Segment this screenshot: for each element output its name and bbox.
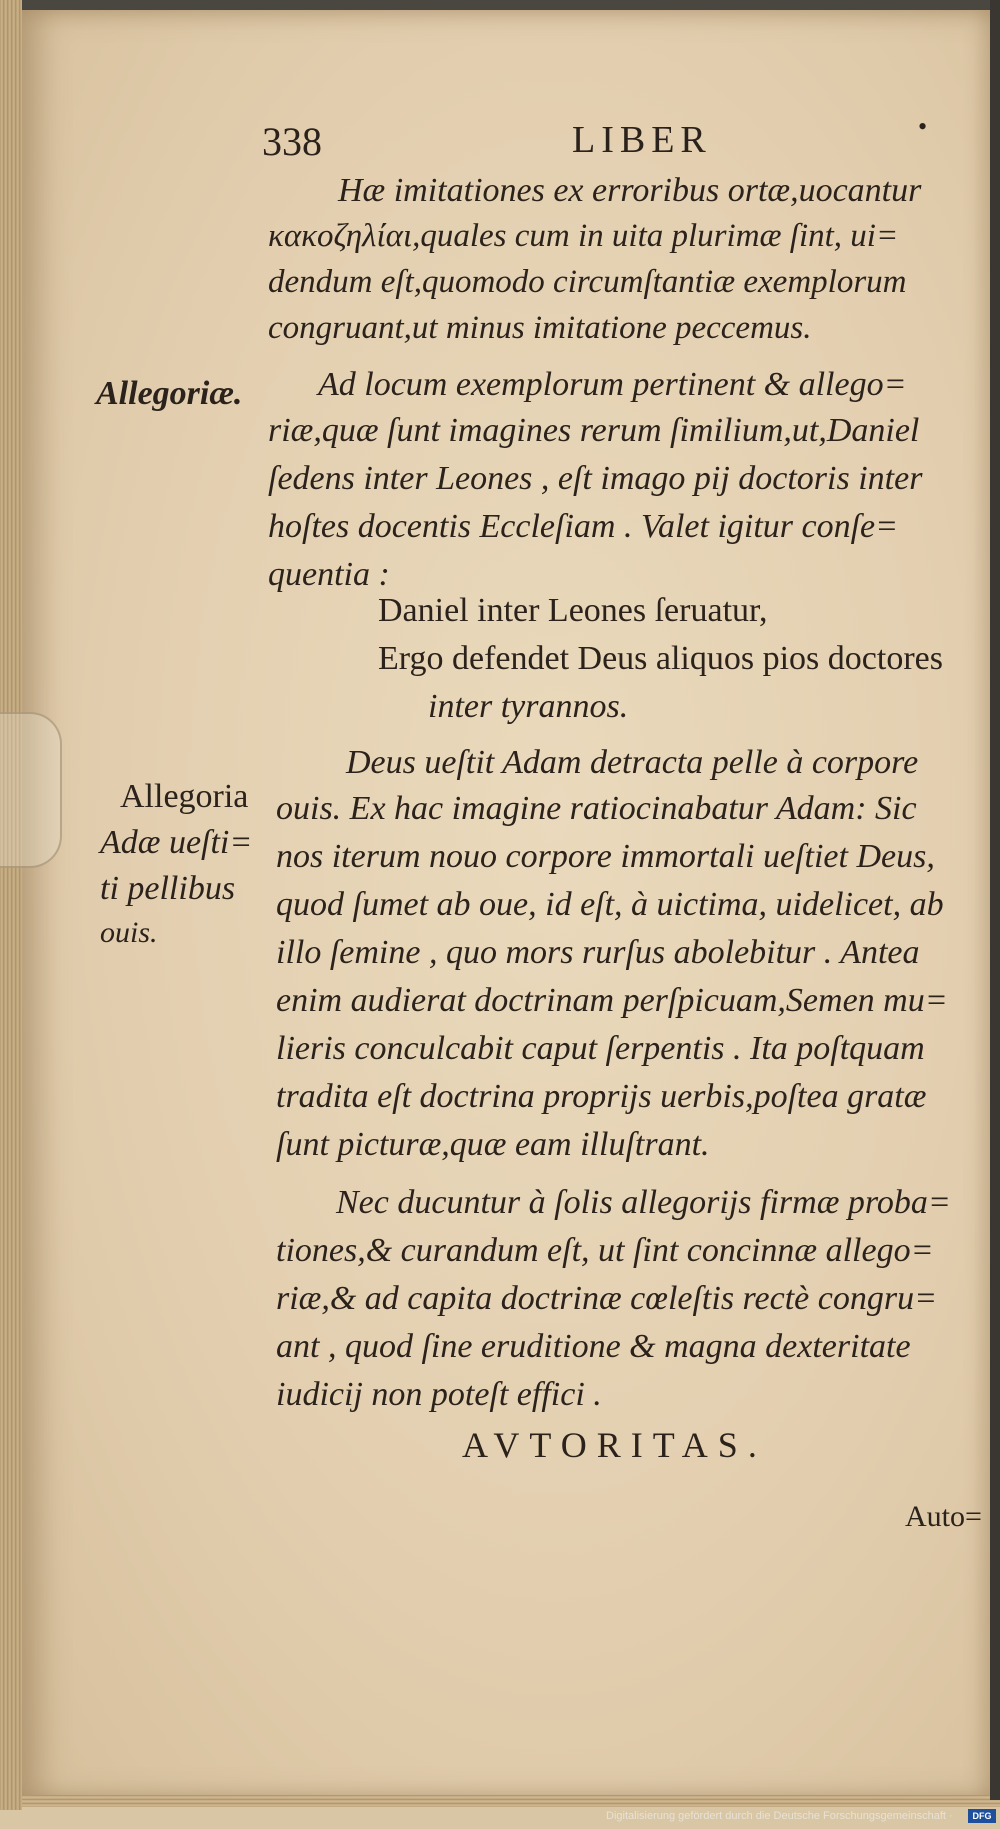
text-line: riæ,quæ ſunt imagines rerum ſimilium,ut,Daniel xyxy=(268,412,920,449)
section-heading: AVTORITAS. xyxy=(462,1425,767,1465)
text-line: dendum eſt,quomodo circumſtantiæ exemplorum xyxy=(268,264,907,300)
running-title: LIBER xyxy=(572,119,712,161)
text-line: tradita eſt doctrina proprijs uerbis,poſtea gratæ xyxy=(276,1078,927,1115)
dfg-logo xyxy=(968,1809,996,1823)
bookmark-tab xyxy=(0,712,62,868)
syllogism-line: Ergo defendet Deus aliquos pios doctores xyxy=(378,640,943,677)
text-line: ouis. Ex hac imagine ratiocinabatur Adam: Sic xyxy=(276,790,917,827)
text-line: illo ſemine , quo mors rurſus abolebitur . Antea xyxy=(276,934,920,971)
margin-note-adam-line: Allegoria xyxy=(120,778,249,815)
text-line: Hæ imitationes ex erroribus ortæ,uocantur xyxy=(338,172,922,209)
scan-frame-top xyxy=(0,0,1000,10)
text-line: enim audierat doctrinam perſpicuam,Semen mu= xyxy=(276,982,948,1019)
text-line: κακοζηλίαι,quales cum in uita plurimæ ſint, ui= xyxy=(268,218,899,254)
scan-frame-right xyxy=(990,0,1000,1800)
catchword: Auto= xyxy=(905,1500,982,1533)
text-line: Nec ducuntur à ſolis allegorijs firmæ proba= xyxy=(336,1184,951,1221)
page-edges-left xyxy=(0,0,22,1810)
text-line: nos iterum nouo corpore immortali ueſtiet Deus, xyxy=(276,838,935,875)
page-number: 338 xyxy=(262,119,322,164)
digitization-credit: Digitalisierung gefördert durch die Deutsche Forschungsgemeinschaft · xyxy=(606,1810,953,1822)
syllogism-line: Daniel inter Leones ſeruatur, xyxy=(378,592,768,629)
text-line: Deus ueſtit Adam detracta pelle à corpore xyxy=(346,744,919,781)
margin-note-adam-line: ti pellibus xyxy=(100,870,236,907)
text-line: ſunt picturæ,quæ eam illuſtrant. xyxy=(276,1126,710,1163)
margin-note-adam-line: ouis. xyxy=(100,916,158,949)
text-line: Ad locum exemplorum pertinent & allego= xyxy=(318,366,907,403)
margin-note-allegoriae: Allegoriæ. xyxy=(96,375,243,412)
text-line: iudicij non poteſt effici . xyxy=(276,1376,602,1413)
page-edges-bottom xyxy=(22,1795,1000,1807)
text-line: quod ſumet ab oue, id eſt, à uictima, uidelicet, ab xyxy=(276,886,944,923)
header-dot-mark: • xyxy=(918,112,928,141)
margin-note-adam-line: Adæ ueſti= xyxy=(100,824,253,861)
text-line: tiones,& curandum eſt, ut ſint concinnæ allego= xyxy=(276,1232,934,1269)
dfg-logo-text: DFG xyxy=(972,1811,992,1821)
text-line: quentia : xyxy=(268,556,390,593)
text-line: ant , quod ſine eruditione & magna dexteritate xyxy=(276,1328,911,1365)
text-line: lieris conculcabit caput ſerpentis . Ita poſtquam xyxy=(276,1030,925,1067)
text-line: ſedens inter Leones , eſt imago pij doctoris inter xyxy=(268,460,923,497)
text-line: hoſtes docentis Eccleſiam . Valet igitur conſe= xyxy=(268,508,899,545)
text-line: riæ,& ad capita doctrinæ cœleſtis rectè congru= xyxy=(276,1280,938,1317)
text-line: congruant,ut minus imitatione peccemus. xyxy=(268,310,812,346)
syllogism-line: inter tyrannos. xyxy=(428,688,629,725)
